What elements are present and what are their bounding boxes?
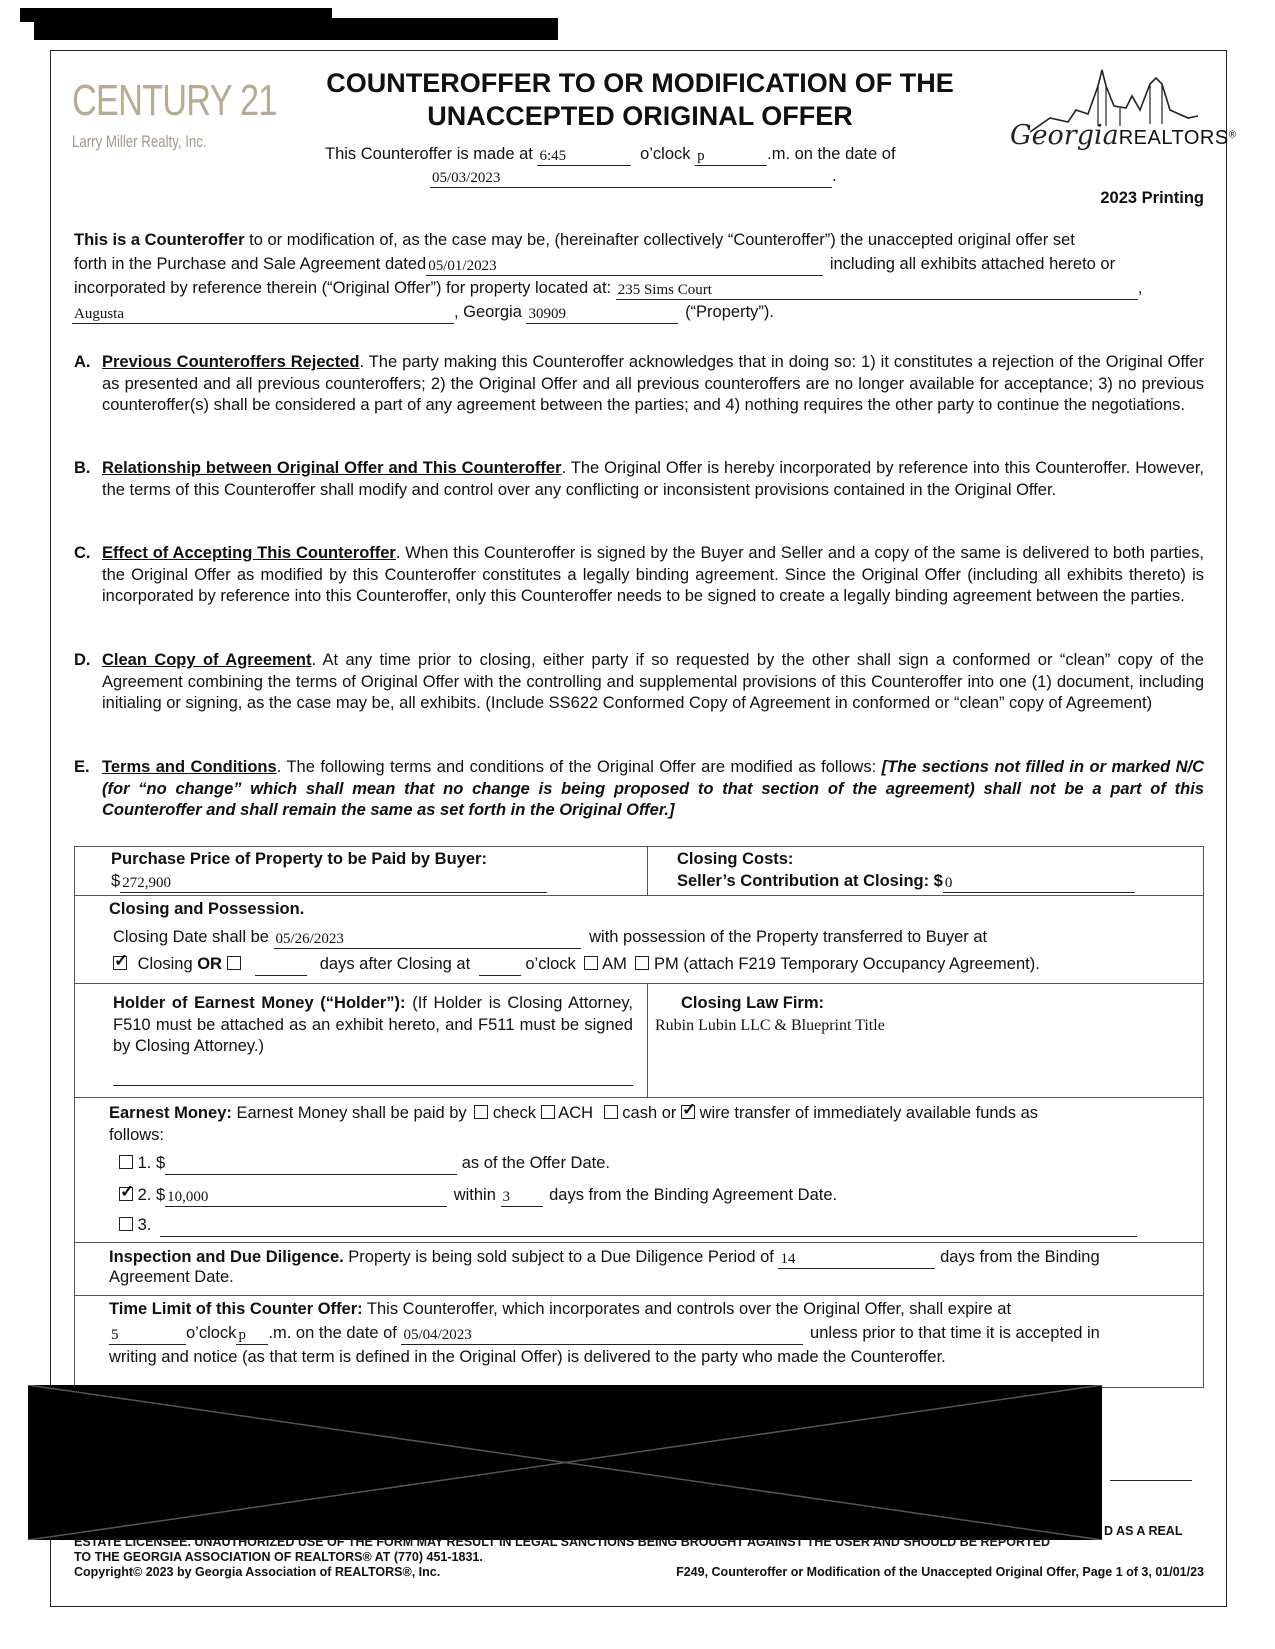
printing-label: 2023 Printing — [1100, 189, 1204, 207]
intro-line-1: This is a Counteroffer to or modification of, as the case may be, (hereinafter collectively “Counteroffer”) the unaccepted original offer set — [74, 231, 1075, 249]
seller-contribution-field[interactable]: 0 — [943, 874, 1135, 893]
pm-checkbox[interactable] — [635, 956, 649, 970]
option-2-days-field[interactable]: 3 — [501, 1188, 543, 1207]
intro-line-3: incorporated by reference therein (“Original Offer”) for property located at: 235 Sims Court , — [74, 279, 1143, 298]
intro-line-4: Augusta , Georgia 30909 (“Property”). — [74, 303, 774, 322]
intro-line-2: forth in the Purchase and Sale Agreement dated 05/01/2023 including all exhibits attached hereto or — [74, 255, 1116, 274]
form-title — [290, 67, 990, 133]
realtors-word: REALTORS — [1118, 127, 1229, 149]
expire-ampm-field[interactable]: p — [236, 1326, 268, 1345]
section-d: D. Clean Copy of Agreement. At any time prior to closing, either party if so requested by the other shall sign a conformed or “clean” copy of the Agreement combining the terms of Original Offer with the controlling and supplemental provisions of this Counteroffer into one (1) document, including initialing or signing, as the case may be, all exhibits. (Include SS622 Conformed Copy of Agreement in conformed or “clean” copy of Agreement) — [74, 651, 1204, 712]
law-firm-label: Closing Law Firm: — [681, 994, 825, 1012]
closing-date-field[interactable]: 05/26/2023 — [274, 930, 581, 949]
title-line-1: COUNTEROFFER TO OR MODIFICATION OF THE — [326, 68, 954, 98]
option-1-checkbox[interactable] — [119, 1155, 133, 1169]
city-field[interactable]: Augusta — [72, 305, 454, 324]
signature-line[interactable] — [1110, 1480, 1192, 1481]
redaction-block — [28, 1385, 1102, 1540]
section-c: C. Effect of Accepting This Counteroffer. When this Counteroffer is signed by the Buyer and Seller and a copy of the same is delivered to both parties, the Original Offer as modified by this Counteroffer constitutes a legally binding agreement. Since the Original Offer (including all exhibits thereto) is incorporated by reference into this Counteroffer, only this Counteroffer needs to be signed to create a legally binding agreement between the parties. — [74, 544, 1204, 605]
days-after-field[interactable] — [255, 975, 307, 976]
footer-fragment: D AS A REAL — [1104, 1524, 1183, 1538]
closing-checkbox[interactable] — [113, 956, 127, 970]
georgia-realtors-logo: GeorgiaREALTORS® — [1010, 66, 1210, 166]
check-checkbox[interactable] — [474, 1105, 488, 1119]
option-2-amount-field[interactable]: 10,000 — [165, 1188, 447, 1207]
section-a: A. Previous Counteroffers Rejected. The party making this Counteroffer acknowledges that in doing so: 1) it constitutes a rejection of the Original Offer as presented and all previous counteroffers; 2) the Original Offer and all previous counteroffers are no longer available for acceptance; 3) no previous counteroffer(s) shall be considered a part of any agreement between the parties; and 4) nothing requires the other party to continue the negotiations. — [74, 353, 1204, 414]
inspection-line-2: Agreement Date. — [109, 1268, 234, 1286]
option-3-checkbox[interactable] — [119, 1217, 133, 1231]
expire-time-field[interactable]: 5 — [109, 1326, 186, 1345]
redaction-bar-top-2 — [34, 18, 558, 40]
title-line-2: UNACCEPTED ORIGINAL OFFER — [427, 101, 853, 131]
time-limit-text: Time Limit of this Counter Offer: This Counteroffer, which incorporates and controls over the Original Offer, shall expire at — [109, 1300, 1012, 1318]
follows-label: follows: — [109, 1126, 165, 1144]
possession-time-field[interactable] — [479, 975, 521, 976]
cash-checkbox[interactable] — [604, 1105, 618, 1119]
address-field[interactable]: 235 Sims Court — [616, 281, 1138, 300]
footer-line-2: TO THE GEORGIA ASSOCIATION OF REALTORS® AT (770) 451-1831. — [74, 1550, 483, 1564]
option-3-field[interactable] — [160, 1236, 1137, 1237]
century21-name: CENTURY 21 — [72, 76, 277, 125]
due-diligence-days-field[interactable]: 14 — [778, 1250, 935, 1269]
option-2-checkbox[interactable] — [119, 1187, 133, 1201]
section-b: B. Relationship between Original Offer and This Counteroffer. The Original Offer is hereby incorporated by reference into this Counteroffer. However, the terms of this Counteroffer shall modify and control over any conflicting or inconsistent provisions contained in the Original Offer. — [74, 459, 1204, 499]
am-checkbox[interactable] — [584, 956, 598, 970]
georgia-script: Georgia — [1010, 120, 1119, 151]
century21-logo — [72, 76, 277, 152]
days-after-checkbox[interactable] — [227, 956, 241, 970]
expire-date-field[interactable]: 05/04/2023 — [401, 1326, 803, 1345]
psa-date-field[interactable]: 05/01/2023 — [426, 257, 823, 276]
wire-checkbox[interactable] — [681, 1105, 695, 1119]
footer-form-id: F249, Counteroffer or Modification of the Unaccepted Original Offer, Page 1 of 3, 01/01/23 — [676, 1565, 1204, 1579]
possession-heading: Closing and Possession. — [109, 900, 305, 918]
footer-line-1: ESTATE LICENSEE. UNAUTHORIZED USE OF THE FORM MAY RESULT IN LEGAL SANCTIONS BEING BROUGHT AGAINST THE USER AND SHOULD BE REPORTED — [74, 1535, 1050, 1549]
terms-table: Purchase Price of Property to be Paid by Buyer: $ 272,900 Closing Costs: Seller’s Contribution at Closing: $ 0 Closing and Possession. Closing Date shall be 05/26/2023 with possession of the Property transferred to Buyer at ✓ Closing OR days after Closing at o’clock AM PM (attach F219 Temporary Occupancy Agreement). Holder of Earnest Money (“Holder”): (If Holder is Closing Attorney, F510 must be attached as an exhibit hereto, and F511 must be signed by Closing Attorney.) Closing Law Firm: Rubin Lubin LLC & Blueprint Title Earnest Money: Earnest Money shall be paid by check ACH cash or ✓ wire transfer of immediately available funds as follows: 1. $ as of the Offer Date. ✓ 2. $ 10,000 within 3 days from the Binding Agreement Date. 3. Inspection and Due Diligence. Property is being sold subject to a Due Diligence Period of 14 days from the Binding Agreement Date. Time Limit of this Counter Offer: This Counteroffer, which incorporates and controls over the Original Offer, shall expire at 5 o’clock p .m. on the date of 05/04/2023 unless prior to that time it is accepted in writing and notice (as that term is defined in the Original Offer) is delivered to the party who made the Counteroffer. — [74, 846, 1204, 1388]
century21-subtitle: Larry Miller Realty, Inc. — [72, 132, 207, 151]
made-date-field[interactable]: 05/03/2023 — [430, 169, 832, 188]
made-ampm-field[interactable]: p — [695, 147, 767, 166]
footer — [74, 1535, 1204, 1580]
section-e: E. Terms and Conditions. The following terms and conditions of the Original Offer are modified as follows: [The sections not filled in or marked N/C (for “no change” which shall mean that no change is being proposed to that section of the agreement) shall not be a part of this Counteroffer and shall remain the same as set forth in the Original Offer.] — [74, 758, 1205, 819]
closing-costs-label: Closing Costs: — [677, 850, 794, 868]
ach-checkbox[interactable] — [541, 1105, 555, 1119]
price-label: Purchase Price of Property to be Paid by Buyer: — [111, 850, 487, 868]
law-firm-value[interactable]: Rubin Lubin LLC & Blueprint Title — [655, 1017, 885, 1034]
time-limit-line-3: writing and notice (as that term is defined in the Original Offer) is delivered to the party who made the Counteroffer. — [109, 1348, 946, 1366]
holder-field[interactable] — [113, 1085, 633, 1086]
zip-field[interactable]: 30909 — [526, 305, 678, 324]
option-1-amount-field[interactable] — [165, 1174, 457, 1175]
made-date-line: 05/03/2023 . — [432, 167, 837, 186]
made-time-field[interactable]: 6:45 — [537, 147, 631, 166]
price-field[interactable]: 272,900 — [120, 874, 547, 893]
made-at-line: This Counteroffer is made at 6:45 o’clock p .m. on the date of — [325, 145, 896, 164]
footer-copyright: Copyright© 2023 by Georgia Association of REALTORS®, Inc. — [74, 1565, 441, 1579]
holder-text: Holder of Earnest Money (“Holder”): (If Holder is Closing Attorney, F510 must be attached as an exhibit hereto, and F511 must be signed by Closing Attorney.) — [113, 994, 633, 1055]
